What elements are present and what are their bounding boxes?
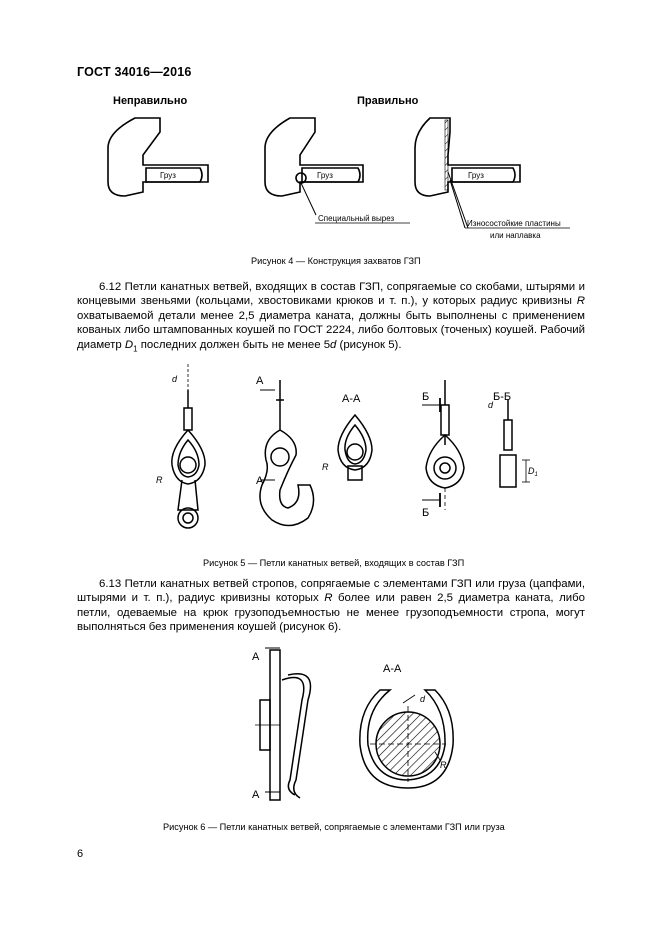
- gripper-plates: [415, 118, 520, 196]
- para-number: 6.12: [99, 281, 122, 293]
- gripper-wrong: [108, 118, 208, 196]
- page-number: 6: [77, 848, 84, 860]
- dim-d-1: d: [172, 374, 178, 384]
- radius-R-2: R: [322, 462, 329, 472]
- dim-D1: $D_1$: [528, 466, 538, 478]
- figure-4-drawing: [90, 110, 580, 250]
- section-A-top: А: [256, 375, 264, 387]
- dim-d-2: d: [488, 400, 494, 410]
- wear-plates-label-2: или наплавка: [490, 231, 541, 240]
- figure-5-caption: Рисунок 5 — Петли канатных ветвей, входящих в состав ГЗП: [203, 558, 465, 568]
- load-label-3: Груз: [468, 171, 484, 180]
- section-AA-label-6: А-А: [383, 663, 402, 675]
- load-label-1: Груз: [160, 171, 176, 180]
- section-A-bottom-6: А: [252, 789, 260, 801]
- para-text: Петли канатных ветвей стропов, сопрягаемые с элементами ГЗП или груза (цапфами, штырями и т. п.), радиус кривизны которых: [77, 578, 585, 605]
- section-BB-label: Б-Б: [493, 391, 512, 403]
- load-label-2: Груз: [317, 171, 333, 180]
- wear-plate-vertical: [445, 120, 448, 190]
- para-text: последних должен быть не менее 5: [137, 338, 331, 351]
- para-number: 6.13: [99, 578, 122, 590]
- symbol-R: R: [324, 592, 333, 605]
- section-A-bottom: А: [256, 475, 264, 487]
- label-correct: Правильно: [357, 95, 419, 107]
- para-text: (рисунок 5).: [336, 338, 402, 351]
- thimble-section-aa: [338, 415, 372, 470]
- figure-5-drawing: [150, 360, 550, 530]
- dim-d-6: d: [420, 694, 426, 704]
- paragraph-6-12: [77, 280, 585, 356]
- hook: [260, 430, 314, 526]
- ferrule: [184, 408, 192, 430]
- gripper-correct: [265, 118, 363, 196]
- radius-R-6: R: [440, 760, 447, 770]
- section-B-top: Б: [422, 391, 430, 403]
- para-text: охватываемой детали менее 2,5 диаметра каната, должны быть выполнены с применением кованых либо штампованных коушей по ГОСТ 2224, либо болтовых (точеных) коушей. Рабочий диаметр: [77, 309, 585, 351]
- symbol-d: d: [330, 338, 337, 351]
- figure-6-drawing: [240, 640, 480, 810]
- symbol-R: R: [576, 295, 585, 308]
- section-AA-label: А-А: [342, 393, 361, 405]
- para-text: Петли канатных ветвей, входящих в состав ГЗП, сопрягаемые со скобами, штырями и концевыми звеньями (кольцами, хвостовиками крюков и т. п.), у которых радиус кривизны: [77, 281, 585, 308]
- section-B-bottom: Б: [422, 507, 430, 519]
- label-incorrect: Неправильно: [113, 95, 188, 107]
- figure-6-caption: Рисунок 6 — Петли канатных ветвей, сопрягаемые с элементами ГЗП или груза: [163, 822, 505, 832]
- paragraph-6-13: [77, 577, 585, 635]
- section-A-top-6: А: [252, 651, 260, 663]
- rope-loop-side: [282, 678, 304, 796]
- link-ring-1: [178, 508, 198, 528]
- symbol-D: D: [124, 338, 134, 351]
- radius-R-1: R: [156, 475, 163, 485]
- subscript: 1: [133, 343, 138, 353]
- para-text: более или равен 2,5 диаметра каната, либо петли, одеваемые на крюк грузоподъемностью не менее грузоподъемности стропа, могут выполняться без применения коушей (рисунок 6).: [77, 592, 586, 634]
- figure-4-caption: Рисунок 4 — Конструкция захватов ГЗП: [251, 256, 421, 266]
- special-cutout-label: Специальный вырез: [318, 214, 395, 223]
- document-header: ГОСТ 34016—2016: [77, 65, 192, 79]
- wear-plates-label-1: Износостойкие пластины: [467, 219, 561, 228]
